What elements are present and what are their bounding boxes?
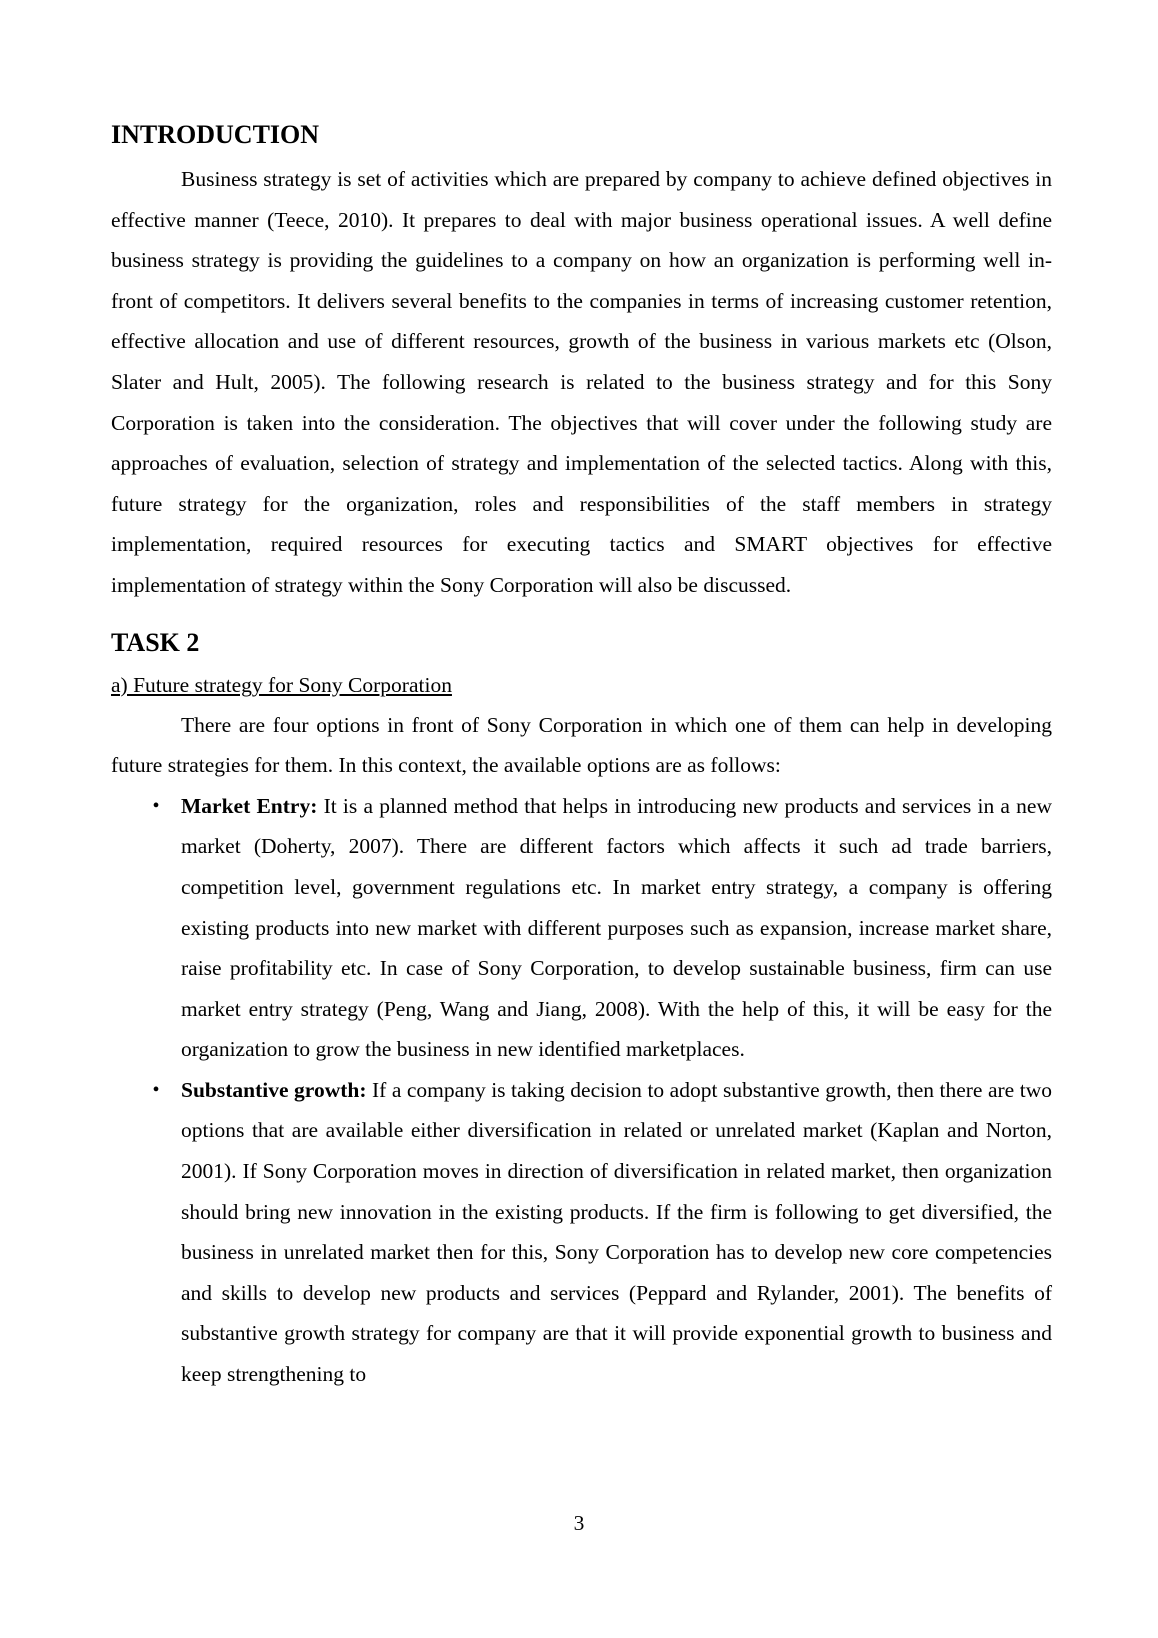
list-item-term: Market Entry: [181, 793, 318, 818]
bullet-icon: • [152, 1078, 160, 1101]
list-item-market-entry [111, 786, 1052, 1070]
bullet-icon: • [152, 794, 160, 817]
list-item-text: If a company is taking decision to adopt substantive growth, then there are two options that are available either diversification in related or unrelated market (Kaplan and Norton, 2001). If Sony Corporation moves in direction of diversification in related market, then organization should bring new innovation in the existing products. If the firm is following to get diversified, the business in unrelated market then for this, Sony Corporation has to develop new core competencies and skills to develop new products and services (Peppard and Rylander, 2001). The benefits of substantive growth strategy for company are that it will provide exponential growth to business and keep strengthening to [181, 1077, 1052, 1387]
list-item-term: Substantive growth: [181, 1077, 367, 1102]
introduction-paragraph: Business strategy is set of activities which are prepared by company to achieve defined objectives in effective manner (Teece, 2010). It prepares to deal with major business operational issues. A well define business strategy is providing the guidelines to a company on how an organization is performing well in-front of competitors. It delivers several benefits to the companies in terms of increasing customer retention, effective allocation and use of different resources, growth of the business in various markets etc (Olson, Slater and Hult, 2005). The following research is related to the business strategy and for this Sony Corporation is taken into the consideration. The objectives that will cover under the following study are approaches of evaluation, selection of strategy and implementation of the selected tactics. Along with this, future strategy for the organization, roles and responsibilities of the staff members in strategy implementation, required resources for executing tactics and SMART objectives for effective implementation of strategy within the Sony Corporation will also be discussed. [111, 167, 1052, 597]
strategy-options-list [111, 786, 1052, 1395]
task2-intro-paragraph: There are four options in front of Sony Corporation in which one of them can help in developing future strategies for them. In this context, the available options are as follows: [111, 712, 1052, 778]
list-item-text: It is a planned method that helps in introducing new products and services in a new market (Doherty, 2007). There are different factors which affects it such ad trade barriers, competition level, government regulations etc. In market entry strategy, a company is offering existing products into new market with different purposes such as expansion, increase market share, raise profitability etc. In case of Sony Corporation, to develop sustainable business, firm can use market entry strategy (Peng, Wang and Jiang, 2008). With the help of this, it will be easy for the organization to grow the business in new identified marketplaces. [181, 793, 1052, 1062]
page-number: 3 [573, 1511, 585, 1535]
introduction-heading: INTRODUCTION [111, 120, 320, 149]
document-page [111, 118, 1052, 1395]
future-strategy-subheading: a) Future strategy for Sony Corporation [111, 672, 452, 697]
task2-heading: TASK 2 [111, 627, 200, 657]
list-item-substantive-growth [111, 1070, 1052, 1395]
